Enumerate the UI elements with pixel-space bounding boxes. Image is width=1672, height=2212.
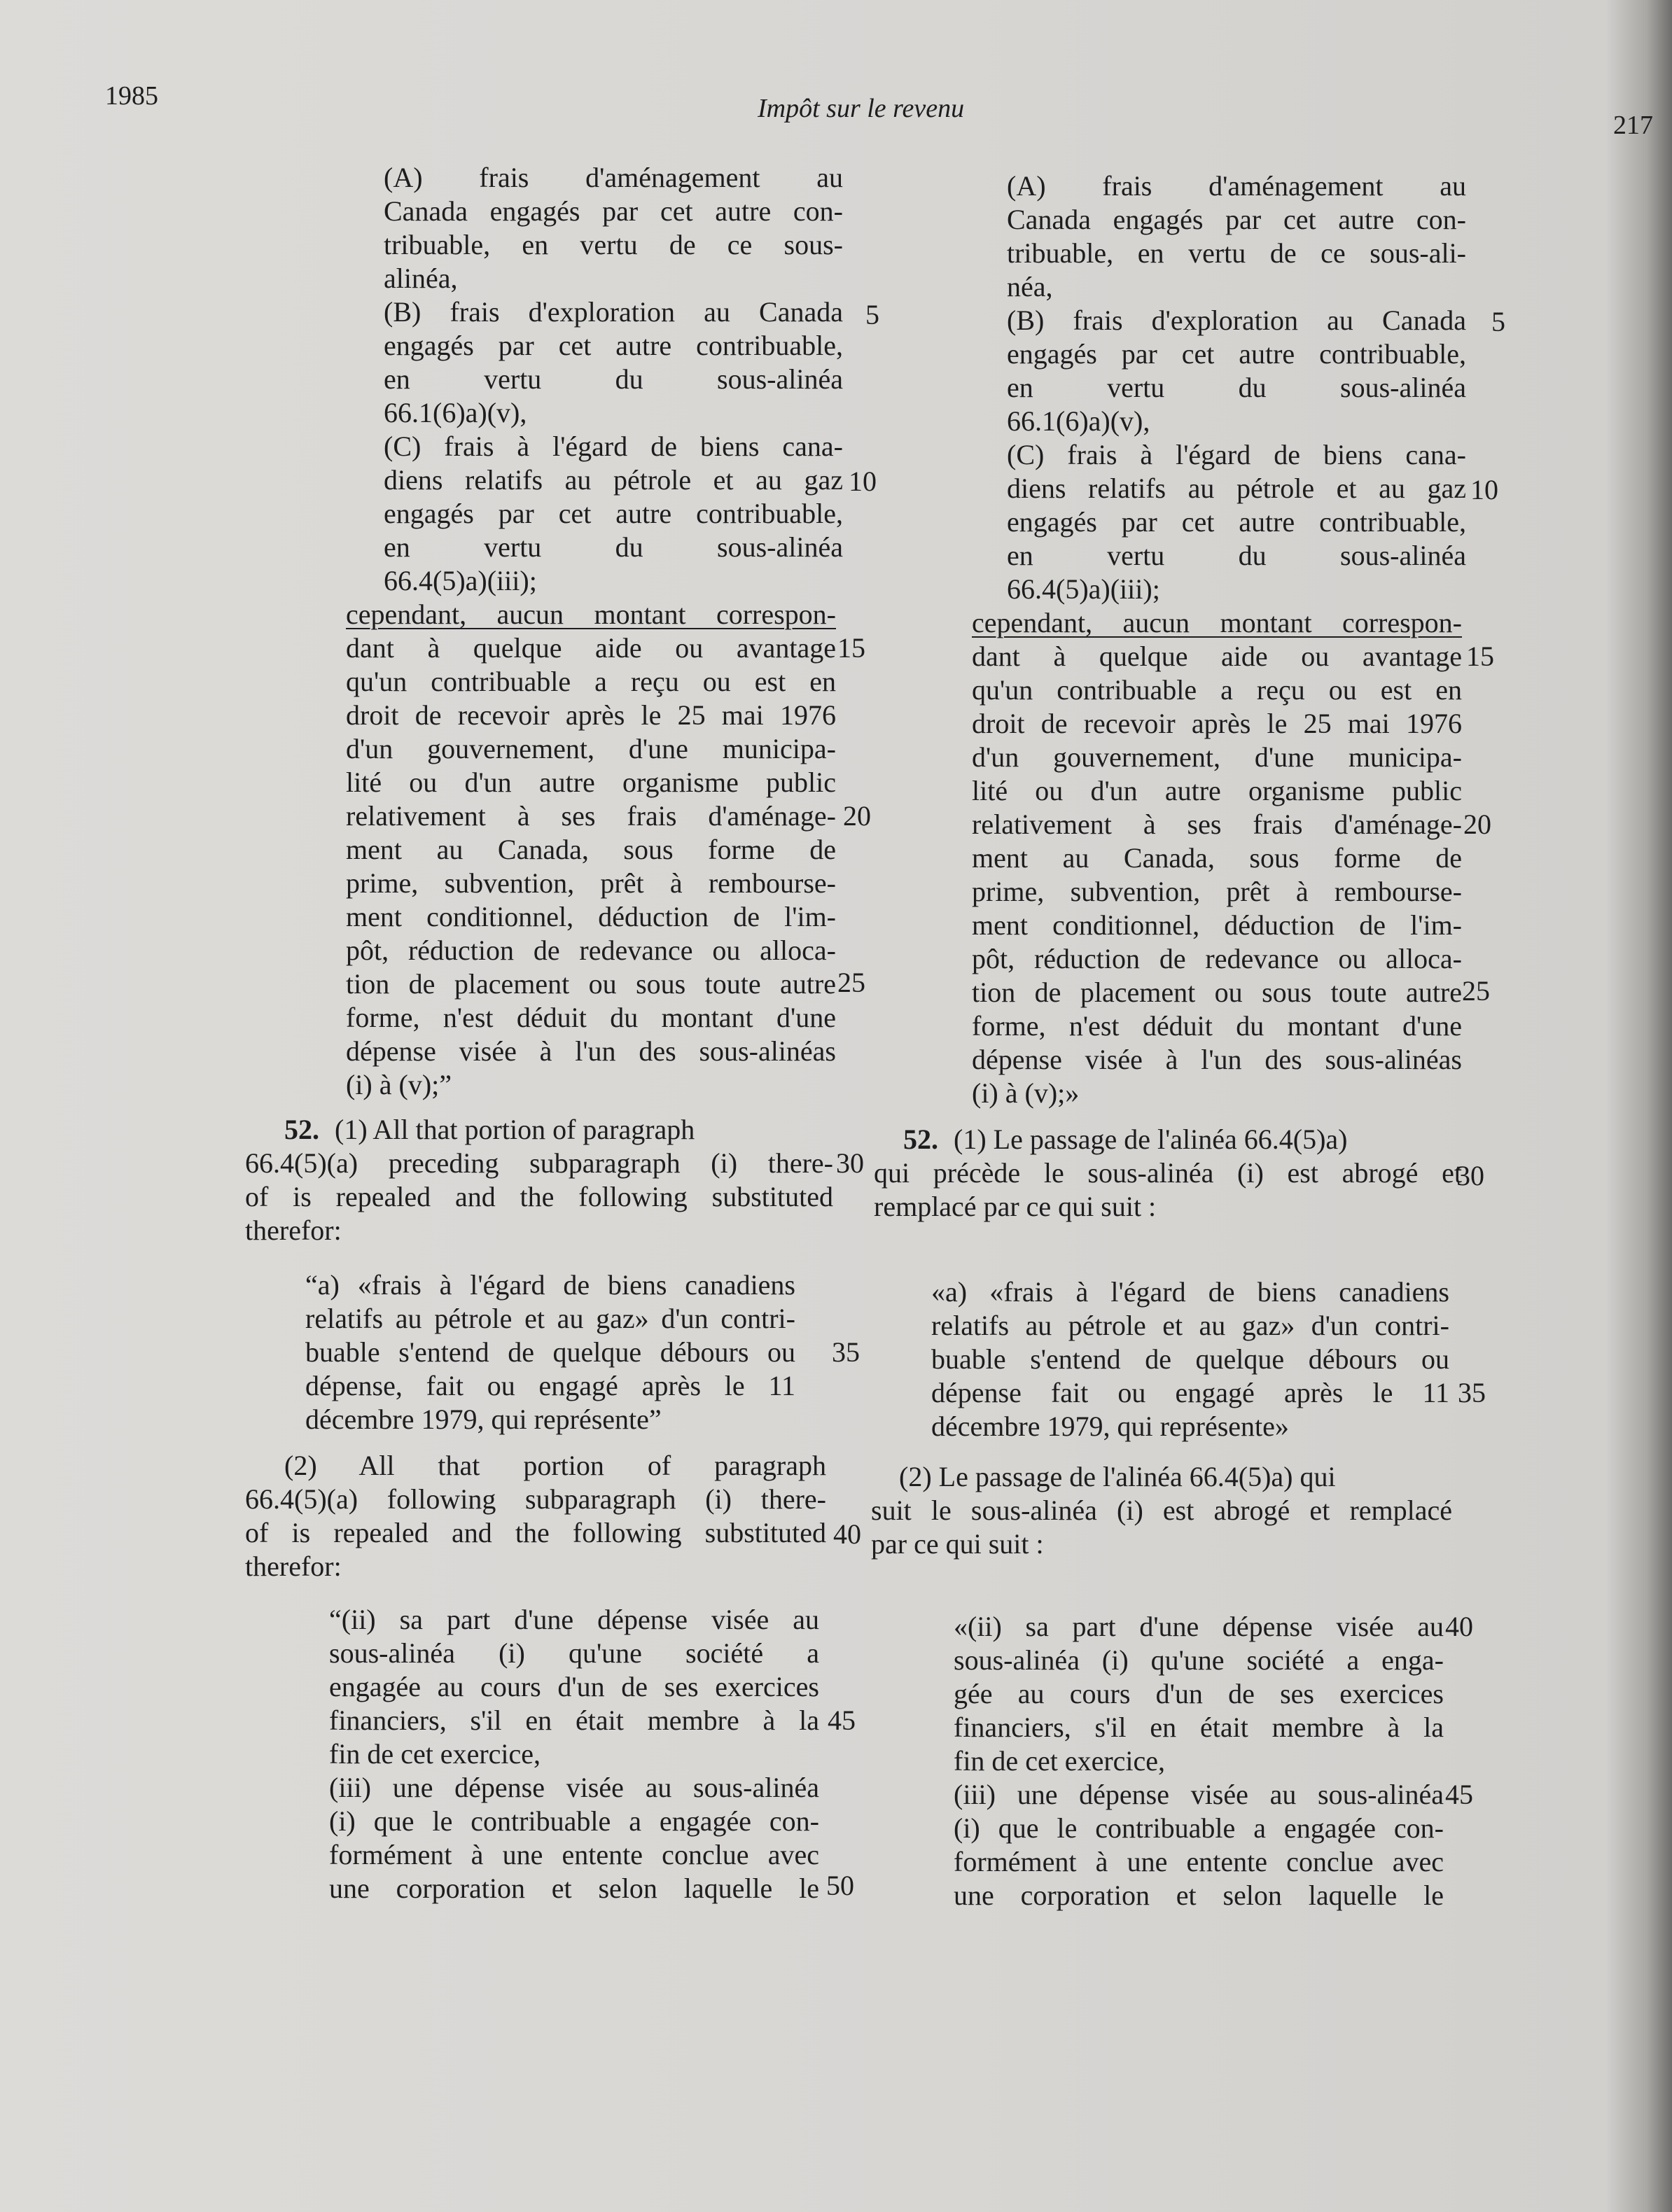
text-line: «(ii) sa part d'une dépense visée au (954, 1611, 1444, 1642)
text-line: Canada engagés par cet autre con- (384, 195, 843, 227)
text-line: une corporation et selon laquelle le (329, 1872, 819, 1904)
text-line: dant à quelque aide ou avantage (346, 632, 836, 664)
text-line: pôt, réduction de redevance ou alloca- (972, 943, 1462, 974)
line-number: 35 (1458, 1377, 1486, 1408)
text-line: qu'un contribuable a reçu ou est en (972, 674, 1462, 706)
text-line: relativement à ses frais d'aménage- (972, 808, 1462, 840)
header-page-number: 217 (1613, 111, 1653, 140)
text-line (245, 1113, 833, 1147)
text-line: suit le sous-alinéa (i) est abrogé et remplacé (871, 1494, 1452, 1526)
line-number: 40 (833, 1518, 861, 1550)
text-line: en vertu du sous-alinéa (384, 531, 843, 563)
line-number: 30 (1456, 1160, 1484, 1191)
right-section-52-1 (874, 1123, 1462, 1224)
text-line: 66.4(5)a)(iii); (384, 565, 537, 596)
line-number: 45 (1445, 1779, 1473, 1810)
text-line: (B) frais d'exploration au Canada (1007, 304, 1466, 336)
text-line: sous-alinéa (i) qu'une société a enga- (954, 1644, 1444, 1676)
line-number: 20 (1463, 808, 1491, 840)
text-fragment: (1) Le passage de l'alinéa 66.4(5)a) (954, 1124, 1348, 1155)
text-line: (C) frais à l'égard de biens cana- (1007, 439, 1466, 470)
header-title: Impôt sur le revenu (758, 94, 965, 123)
text-line: (2) Le passage de l'alinéa 66.4(5)a) qui (899, 1461, 1336, 1492)
text-line: (i) que le contribuable a engagée con- (329, 1805, 819, 1837)
text-line: (A) frais d'aménagement au (384, 162, 843, 193)
text-line (874, 1123, 1462, 1156)
text-line: (B) frais d'exploration au Canada (384, 296, 843, 328)
text-line: financiers, s'il en était membre à la (954, 1712, 1444, 1743)
text-line: par ce qui suit : (871, 1528, 1044, 1560)
text-line: cependant, aucun montant correspon- (346, 598, 836, 630)
right-section-52-2 (871, 1460, 1452, 1561)
text-line: buable s'entend de quelque débours ou (931, 1343, 1449, 1375)
line-number: 15 (837, 632, 865, 664)
text-line: sous-alinéa (i) qu'une société a (329, 1637, 819, 1669)
text-line: 66.1(6)a)(v), (1007, 405, 1150, 437)
text-line: prime, subvention, prêt à rembourse- (972, 876, 1462, 907)
left-section-52-2 (245, 1449, 826, 1583)
text-line: Canada engagés par cet autre con- (1007, 204, 1466, 235)
text-line: engagés par cet autre contribuable, (1007, 506, 1466, 538)
text-line: (2) All that portion of paragraph (284, 1450, 826, 1481)
text-line: of is repealed and the following substituted (245, 1181, 833, 1212)
line-number: 5 (865, 299, 879, 330)
text-line: tion de placement ou sous toute autre (346, 968, 836, 1000)
text-line: lité ou d'un autre organisme public (346, 766, 836, 798)
text-line: “(ii) sa part d'une dépense visée au (329, 1604, 819, 1635)
text-line: d'un gouvernement, d'une municipa- (346, 733, 836, 764)
left-definitions-list (384, 161, 843, 598)
text-line: remplacé par ce qui suit : (874, 1191, 1157, 1222)
text-line: décembre 1979, qui représente” (305, 1404, 662, 1435)
line-number: 10 (1470, 474, 1498, 505)
text-line: relatifs au pétrole et au gaz» d'un contri- (305, 1303, 795, 1334)
text-line: engagés par cet autre contribuable, (384, 330, 843, 361)
text-line: en vertu du sous-alinéa (384, 363, 843, 395)
line-number: 20 (843, 800, 871, 832)
left-section-52-1 (245, 1113, 833, 1247)
left-definition-a (305, 1268, 795, 1436)
text-line: 66.1(6)a)(v), (384, 397, 527, 428)
text-line: forme, n'est déduit du montant d'une (346, 1002, 836, 1033)
text-line: (i) que le contribuable a engagée con- (954, 1812, 1444, 1844)
header-year: 1985 (105, 81, 158, 111)
right-subparagraphs (954, 1610, 1444, 1912)
text-line: néa, (1007, 271, 1053, 302)
text-line: (A) frais d'aménagement au (1007, 170, 1466, 202)
text-line: dépense visée à l'un des sous-alinéas (346, 1035, 836, 1067)
text-line: qui précède le sous-alinéa (i) est abrogé et (874, 1157, 1462, 1189)
text-line: en vertu du sous-alinéa (1007, 372, 1466, 403)
text-line: therefor: (245, 1550, 342, 1582)
text-line: prime, subvention, prêt à rembourse- (346, 867, 836, 899)
text-line: décembre 1979, qui représente» (931, 1410, 1289, 1442)
text-line: engagés par cet autre contribuable, (1007, 338, 1466, 370)
text-line: ment conditionnel, déduction de l'im- (346, 901, 836, 932)
text-line: (i) à (v);» (972, 1077, 1080, 1109)
text-line: en vertu du sous-alinéa (1007, 540, 1466, 571)
line-number: 5 (1491, 306, 1505, 337)
text-line: qu'un contribuable a reçu ou est en (346, 666, 836, 697)
text-line: dépense, fait ou engagé après le 11 (305, 1370, 795, 1401)
text-line: “a) «frais à l'égard de biens canadiens (305, 1269, 795, 1301)
text-line: ment au Canada, sous forme de (972, 842, 1462, 874)
text-line: (C) frais à l'égard de biens cana- (384, 430, 843, 462)
text-line: formément à une entente conclue avec (954, 1846, 1444, 1877)
text-line: tribuable, en vertu de ce sous-ali- (1007, 237, 1466, 269)
text-line: alinéa, (384, 262, 458, 294)
text-line: of is repealed and the following substituted (245, 1517, 826, 1548)
line-number: 25 (837, 967, 865, 998)
section-number: 52. (903, 1124, 938, 1155)
text-line: une corporation et selon laquelle le (954, 1879, 1444, 1911)
text-line: buable s'entend de quelque débours ou (305, 1336, 795, 1368)
right-definition-a (931, 1275, 1449, 1443)
text-line: lité ou d'un autre organisme public (972, 775, 1462, 806)
text-line: droit de recevoir après le 25 mai 1976 (346, 699, 836, 731)
right-proviso-paragraph (972, 606, 1462, 1110)
text-line: engagée au cours d'un de ses exercices (329, 1671, 819, 1702)
text-line: ment au Canada, sous forme de (346, 834, 836, 865)
text-line: 66.4(5)(a) following subparagraph (i) there- (245, 1483, 826, 1515)
text-line: 66.4(5)a)(iii); (1007, 573, 1160, 605)
text-line: diens relatifs au pétrole et au gaz (384, 464, 843, 496)
text-line: gée au cours d'un de ses exercices (954, 1678, 1444, 1709)
text-line: (i) à (v);” (346, 1069, 452, 1100)
line-number: 45 (828, 1704, 856, 1736)
text-line: tribuable, en vertu de ce sous- (384, 229, 843, 260)
text-line: relatifs au pétrole et au gaz» d'un contri- (931, 1310, 1449, 1341)
text-line: d'un gouvernement, d'une municipa- (972, 741, 1462, 773)
text-line: therefor: (245, 1214, 342, 1246)
text-line: formément à une entente conclue avec (329, 1839, 819, 1870)
text-line: fin de cet exercice, (329, 1738, 541, 1770)
text-line: pôt, réduction de redevance ou alloca- (346, 934, 836, 966)
line-number: 30 (836, 1147, 864, 1179)
text-line: dépense fait ou engagé après le 11 (931, 1377, 1449, 1408)
line-number: 40 (1445, 1611, 1473, 1642)
left-subparagraphs (329, 1603, 819, 1905)
text-line: droit de recevoir après le 25 mai 1976 (972, 708, 1462, 739)
text-line: dépense visée à l'un des sous-alinéas (972, 1044, 1462, 1075)
text-line: ment conditionnel, déduction de l'im- (972, 909, 1462, 941)
section-number: 52. (284, 1114, 319, 1145)
text-line: forme, n'est déduit du montant d'une (972, 1010, 1462, 1042)
text-line: cependant, aucun montant correspon- (972, 607, 1462, 638)
right-definitions-list (1007, 169, 1466, 606)
text-line: fin de cet exercice, (954, 1745, 1166, 1777)
line-number: 10 (849, 465, 877, 497)
text-line: financiers, s'il en était membre à la (329, 1704, 819, 1736)
text-fragment: (1) All that portion of paragraph (335, 1114, 695, 1145)
line-number: 15 (1466, 640, 1494, 672)
text-line: «a) «frais à l'égard de biens canadiens (931, 1276, 1449, 1308)
line-number: 35 (832, 1336, 860, 1368)
text-line: (iii) une dépense visée au sous-alinéa (954, 1779, 1444, 1810)
text-line: dant à quelque aide ou avantage (972, 640, 1462, 672)
line-number: 25 (1462, 975, 1490, 1007)
text-line: 66.4(5)(a) preceding subparagraph (i) there- (245, 1147, 833, 1179)
text-line: diens relatifs au pétrole et au gaz (1007, 472, 1466, 504)
line-number: 50 (826, 1870, 854, 1901)
text-line: relativement à ses frais d'aménage- (346, 800, 836, 832)
text-line: engagés par cet autre contribuable, (384, 498, 843, 529)
text-line: (iii) une dépense visée au sous-alinéa (329, 1772, 819, 1803)
left-proviso-paragraph (346, 598, 836, 1102)
text-line: tion de placement ou sous toute autre (972, 976, 1462, 1008)
